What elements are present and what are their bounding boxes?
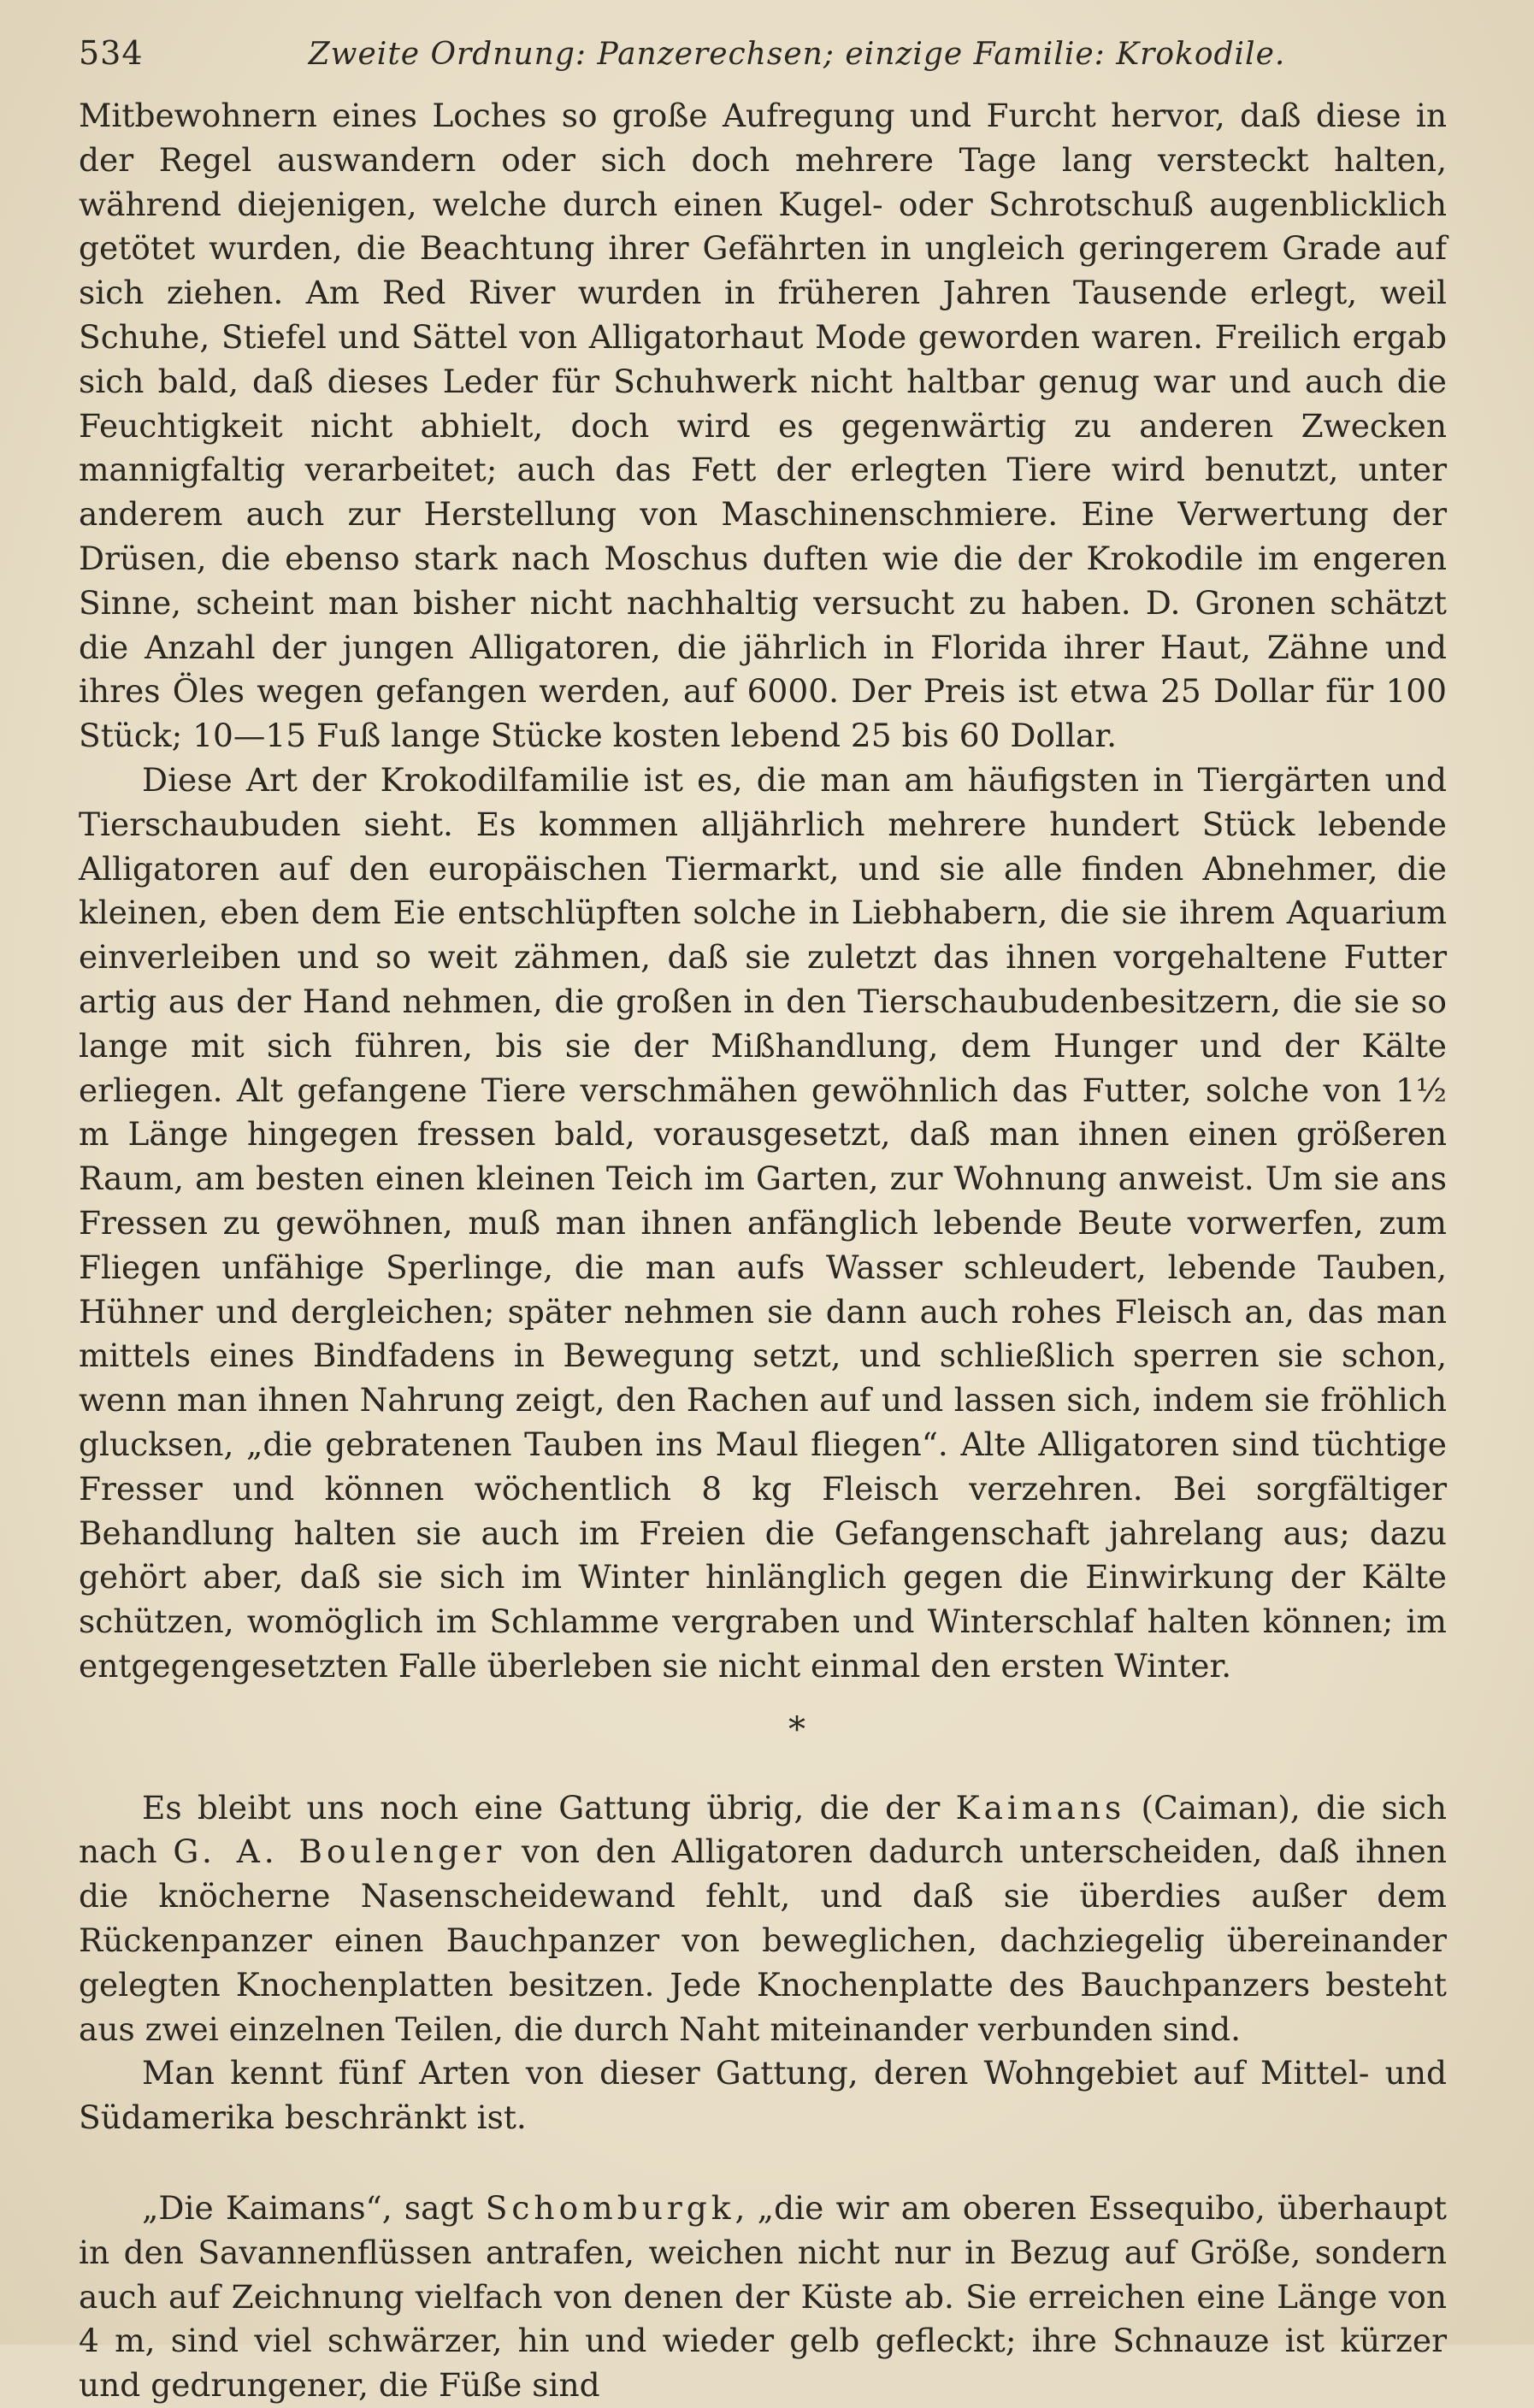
- quote-author: Schomburgk: [485, 2189, 735, 2228]
- paragraph-schomburgk-quote: [79, 2187, 1447, 2408]
- paragraph-alligator-captivity: Diese Art der Krokodilfamilie ist es, die man am häufigsten in Tiergärten und Tierschaubuden sieht. Es kommen alljährlich mehrere hundert Stück lebende Alligatoren auf den europäischen Tiermarkt, und sie alle finden Abnehmer, die kleinen, eben dem Eie entschlüpften solche in Liebhabern, die sie ihrem Aquarium einverleiben und so weit zähmen, daß sie zuletzt das ihnen vorgehaltene Futter artig aus der Hand nehmen, die großen in den Tierschaubudenbesitzern, die sie so lange mit sich führen, bis sie der Mißhandlung, dem Hunger und der Kälte erliegen. Alt gefangene Tiere verschmähen gewöhnlich das Futter, solche von 1½ m Länge hingegen fressen bald, vorausgesetzt, daß man ihnen einen größeren Raum, am besten einen kleinen Teich im Garten, zur Wohnung anweist. Um sie ans Fressen zu gewöhnen, muß man ihnen anfänglich lebende Beute vorwerfen, zum Fliegen unfähige Sperlinge, die man aufs Wasser schleudert, lebende Tauben, Hühner und dergleichen; später nehmen sie dann auch rohes Fleisch an, das man mittels eines Bindfadens in Bewegung setzt, und schließlich sperren sie schon, wenn man ihnen Nahrung zeigt, den Rachen auf und lassen sich, indem sie fröhlich glucksen, „die gebratenen Tauben ins Maul fliegen“. Alte Alligatoren sind tüchtige Fresser und können wöchentlich 8 kg Fleisch verzehren. Bei sorgfältiger Behandlung halten sie auch im Freien die Gefangenschaft jahrelang aus; dazu gehört aber, daß sie sich im Winter hinlänglich gegen die Einwirkung der Kälte schützen, womöglich im Schlamme vergraben und Winterschlaf halten können; im entgegengesetzten Falle überleben sie nicht einmal den ersten Winter.: [79, 760, 1447, 1685]
- page-number: 534: [79, 34, 144, 72]
- caiman-name: Kaimans: [955, 1788, 1126, 1827]
- paragraph-caiman-genus: [79, 1786, 1447, 2052]
- section-separator: *: [788, 1709, 805, 1750]
- caiman-text-before: Es bleibt uns noch eine Gattung übrig, die der: [142, 1788, 956, 1827]
- page-header: [79, 34, 1455, 86]
- caiman-text-after: von den Alligatoren dadurch unterscheiden, daß ihnen die knöcherne Nasenscheidewand fehlt, und daß sie überdies außer dem Rückenpanzer einen Bauchpanzer von beweglichen, dachziegelig übereinander gelegten Knochenplatten besitzen. Jede Knochenplatte des Bauchpanzers besteht aus zwei einzelnen Teilen, die durch Naht miteinander verbunden sind.: [79, 1833, 1447, 2048]
- quote-text-after: , „die wir am oberen Essequibo, überhaupt in den Savannenflüssen antrafen, weichen nicht nur in Bezug auf Größe, sondern auch auf Zeichnung vielfach von denen der Küste ab. Sie erreichen eine Länge von 4 m, sind viel schwärzer, hin und wieder gelb gefleckt; ihre Schnauze ist kürzer und gedrungener, die Füße sind: [79, 2189, 1447, 2405]
- body-text: [79, 94, 1447, 2408]
- paragraph-gap: [79, 2140, 1447, 2187]
- running-head: Zweite Ordnung: Panzerechsen; einzige Familie: Krokodile.: [308, 37, 1286, 72]
- paragraph-caiman-species: Man kennt fünf Arten von dieser Gattung, deren Wohngebiet auf Mittel- und Südamerika beschränkt ist.: [79, 2054, 1447, 2137]
- paragraph-alligator-hunting: Mitbewohnern eines Loches so große Aufregung und Furcht hervor, daß diese in der Regel auswandern oder sich doch mehrere Tage lang versteckt halten, während diejenigen, welche durch einen Kugel- oder Schrotschuß augenblicklich getötet wurden, die Beachtung ihrer Gefährten in ungleich geringerem Grade auf sich ziehen. Am Red River wurden in früheren Jahren Tausende erlegt, weil Schuhe, Stiefel und Sättel von Alligatorhaut Mode geworden waren. Freilich ergab sich bald, daß dieses Leder für Schuhwerk nicht haltbar genug war und auch die Feuchtigkeit nicht abhielt, doch wird es gegenwärtig zu anderen Zwecken mannigfaltig verarbeitet; auch das Fett der erlegten Tiere wird benutzt, unter anderem auch zur Herstellung von Maschinenschmiere. Eine Verwertung der Drüsen, die ebenso stark nach Moschus duften wie die der Krokodile im engeren Sinne, scheint man bisher nicht nachhaltig versucht zu haben. D. Gronen schätzt die Anzahl der jungen Alligatoren, die jährlich in Florida ihrer Haut, Zähne und ihres Öles wegen gefangen werden, auf 6000. Der Preis ist etwa 25 Dollar für 100 Stück; 10—15 Fuß lange Stücke kosten lebend 25 bis 60 Dollar.: [79, 97, 1447, 755]
- caiman-author: G. A. Boulenger: [173, 1833, 506, 1871]
- caiman-latin: (Caiman), die sich nach: [79, 1788, 1448, 1871]
- quote-text-before: „Die Kaimans“, sagt: [142, 2189, 486, 2228]
